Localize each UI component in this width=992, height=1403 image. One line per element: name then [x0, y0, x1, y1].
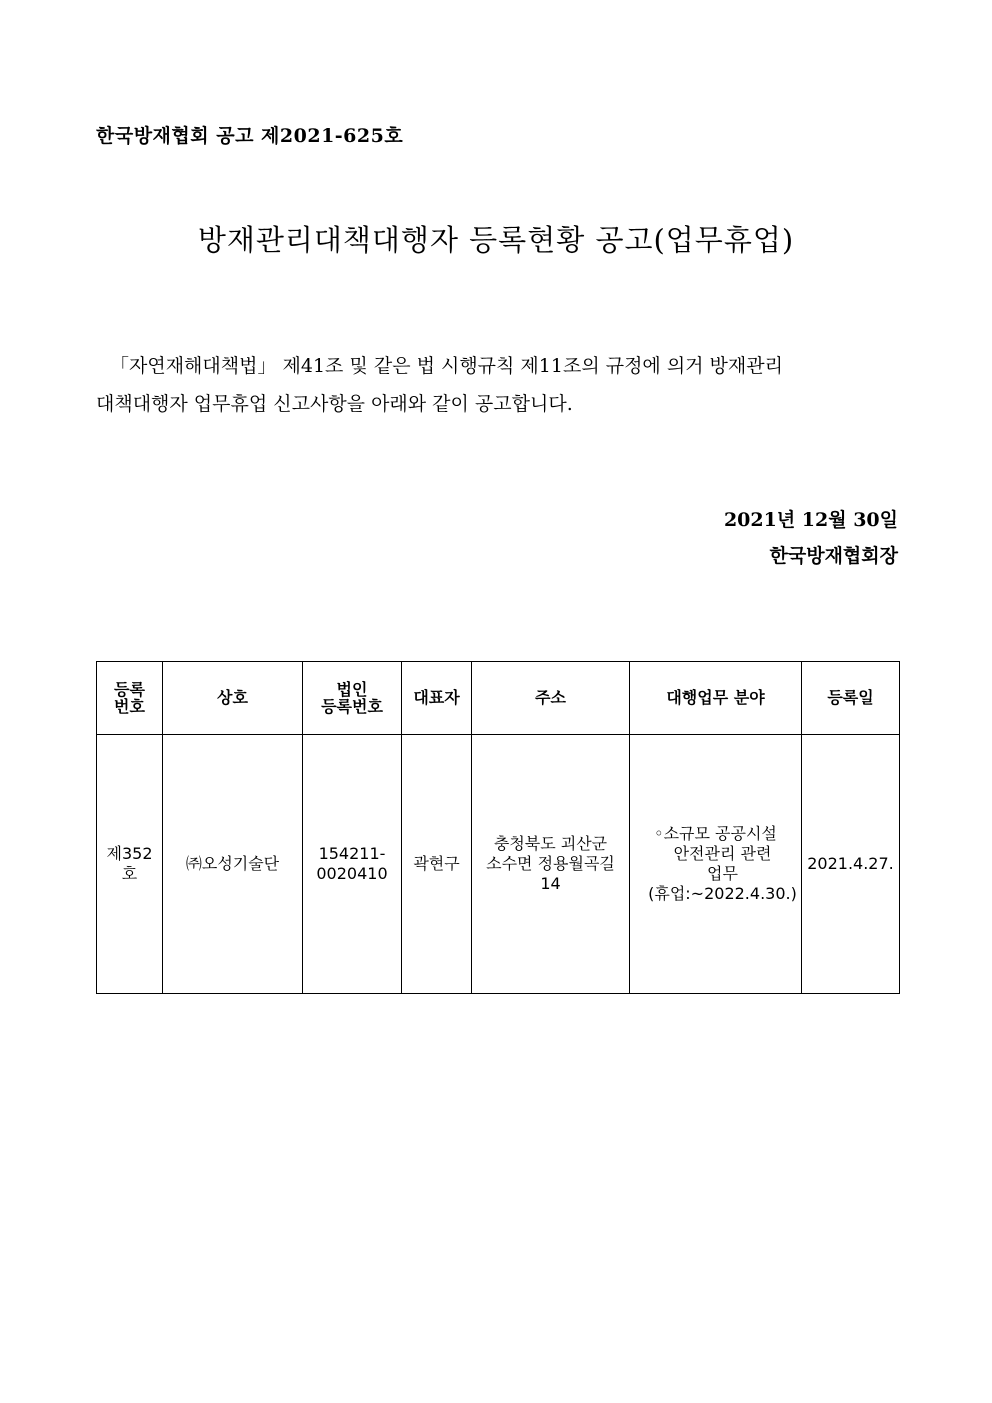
cell-address-line-3: 14 — [540, 874, 561, 893]
cell-address-line-1: 충청북도 괴산군 — [493, 834, 608, 853]
cell-representative: 곽현구 — [402, 735, 472, 994]
cell-task-field-line-3: 업무 — [707, 864, 738, 883]
cell-address-line-2: 소수면 정용월곡길 — [486, 854, 615, 873]
header-representative: 대표자 — [402, 662, 472, 735]
cell-task-field-line-2: 안전관리 관련 — [673, 844, 772, 863]
cell-corp-no-line-1: 154211- — [318, 844, 386, 863]
header-reg-no-line-2: 번호 — [114, 697, 145, 716]
document-title: 방재관리대책대행자 등록현황 공고(업무휴업) — [197, 223, 795, 257]
cell-reg-date: 2021.4.27. — [802, 735, 900, 994]
notice-body-line-1: 「자연재해대책법」 제41조 및 같은 법 시행규칙 제11조의 규정에 의거 방재관리 — [110, 355, 783, 377]
cell-reg-no: 제352호 — [97, 735, 163, 994]
notice-body-line-2: 대책대행자 업무휴업 신고사항을 아래와 같이 공고합니다. — [96, 393, 573, 415]
table-row — [97, 735, 900, 994]
notice-signer: 한국방재협회장 — [769, 545, 898, 567]
header-reg-date: 등록일 — [802, 662, 900, 735]
registration-table — [96, 661, 900, 994]
table-header-row — [97, 662, 900, 735]
header-corp-no-line-1: 법인 — [336, 680, 368, 699]
header-task-field: 대행업무 분야 — [630, 662, 802, 735]
header-reg-no-line-1: 등록 — [114, 680, 145, 699]
header-address: 주소 — [472, 662, 630, 735]
cell-address — [472, 735, 630, 994]
header-reg-no — [97, 662, 163, 735]
notice-number: 한국방재협회 공고 제2021-625호 — [96, 125, 404, 147]
header-corp-no — [303, 662, 402, 735]
cell-task-field-line-1: ◦소규모 공공시설 — [654, 824, 777, 843]
header-corp-no-line-2: 등록번호 — [321, 697, 383, 716]
header-company: 상호 — [163, 662, 303, 735]
notice-date: 2021년 12월 30일 — [723, 509, 898, 531]
cell-corp-no — [303, 735, 402, 994]
cell-company: ㈜오성기술단 — [163, 735, 303, 994]
cell-corp-no-line-2: 0020410 — [316, 864, 388, 883]
cell-task-field — [630, 735, 802, 994]
notice-body — [96, 347, 898, 423]
cell-task-field-line-4: (휴업:~2022.4.30.) — [648, 884, 797, 903]
